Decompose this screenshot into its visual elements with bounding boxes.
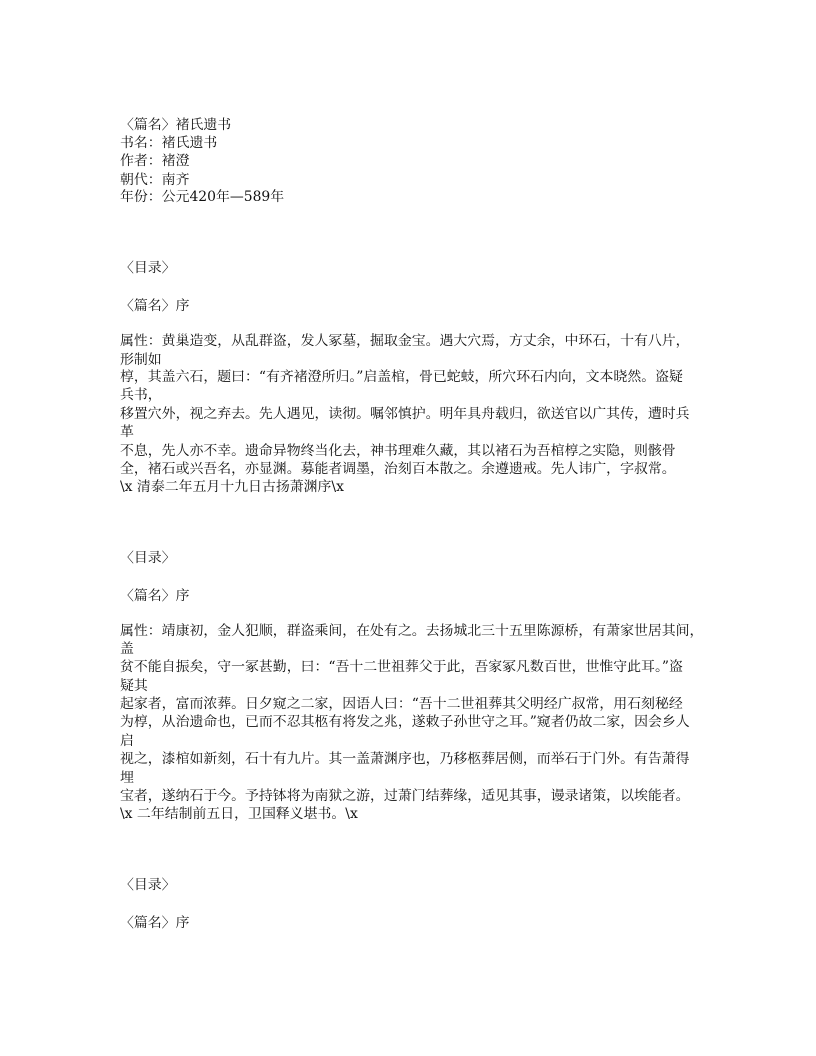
- section-title: 〈篇名〉序: [120, 915, 190, 931]
- paragraph-line: \x 清泰二年五月十九日古扬萧渊序\x: [120, 479, 344, 495]
- paragraph-line: 兵书，: [120, 387, 162, 403]
- paragraph-line: 宝者，遂纳石于今。予持钵将为南狱之游，过萧门结葬缘，适见其事，谩录诸策，以埃能者。: [120, 788, 690, 804]
- paragraph-line: 属性：黄巢造变，从乱群盗，发人冢墓，掘取金宝。遇大穴焉，方丈余，中环石，十有八片，: [120, 333, 690, 349]
- paragraph-line: 贫不能自振矣，守一冢甚勤，曰：“吾十二世祖葬父于此，吾家冢凡数百世，世惟守此耳。”盗: [120, 659, 683, 675]
- paragraph-line: 形制如: [120, 352, 162, 368]
- header-author: 作者：褚澄: [120, 153, 190, 169]
- section-title: 〈篇名〉序: [120, 588, 190, 604]
- paragraph-line: 疑其: [120, 678, 148, 694]
- paragraph-line: 不息，先人亦不幸。遗命异物终当化去，神书理难久藏，其以褚石为吾棺椁之实隐，则骸骨: [120, 443, 676, 459]
- header-chapter-title: 〈篇名〉褚氏遗书: [120, 117, 232, 133]
- paragraph-line: \x 二年结制前五日，卫国释义堪书。\x: [120, 806, 358, 822]
- paragraph-line: 革: [120, 424, 134, 440]
- paragraph-line: 启: [120, 733, 134, 749]
- header-dynasty: 朝代：南齐: [120, 172, 190, 188]
- paragraph-line: 椁，其盖六石，题曰：“有齐褚澄所归。”启盖棺，骨已蛇蚑，所穴环石内向，文本晓然。盗疑: [120, 369, 683, 385]
- paragraph-line: 视之，漆棺如新刻，石十有九片。其一盖萧渊序也，乃移柩葬居侧，而举石于门外。有告萧得: [120, 751, 690, 767]
- toc-heading: 〈目录〉: [120, 550, 176, 566]
- toc-heading: 〈目录〉: [120, 260, 176, 276]
- section-title: 〈篇名〉序: [120, 298, 190, 314]
- paragraph-line: 属性：靖康初，金人犯顺，群盗乘间，在处有之。去扬城北三十五里陈源桥，有萧家世居其间，: [120, 623, 704, 639]
- toc-heading: 〈目录〉: [120, 877, 176, 893]
- paragraph-line: 全，褚石或兴吾名，亦显渊。募能者调墨，治刻百本散之。余遵遗戒。先人讳广，字叔常。: [120, 461, 676, 477]
- paragraph-line: 移置穴外，视之弃去。先人遇见，读彻。嘱邻慎护。明年具舟载归，欲送官以广其传，遭时兵: [120, 406, 690, 422]
- paragraph-line: 起家者，富而浓葬。日夕窥之二家，因语人曰：“吾十二世祖葬其父明经广叔常，用石刻秘经: [120, 696, 683, 712]
- paragraph-line: 埋: [120, 770, 134, 786]
- header-years: 年份：公元420年—589年: [120, 189, 285, 205]
- paragraph-line: 为椁，从治遗命也，已而不忍其柩有将发之兆，遂敕子孙世守之耳。”窥者仍故二家，因会乡人: [120, 714, 690, 730]
- paragraph-line: 盖: [120, 641, 134, 657]
- header-book-name: 书名：褚氏遗书: [120, 135, 218, 151]
